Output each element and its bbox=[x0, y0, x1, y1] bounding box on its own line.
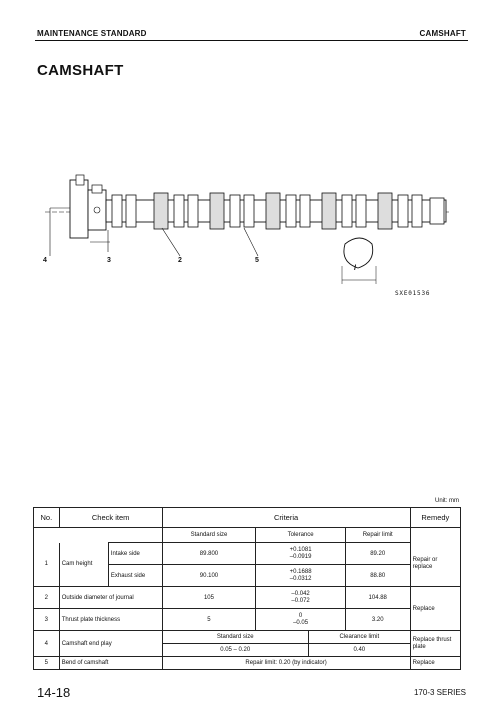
subheader-tolerance: Tolerance bbox=[256, 528, 345, 543]
subheader-standard-size: Standard size bbox=[162, 528, 256, 543]
callout-l: l bbox=[354, 265, 356, 272]
page-number: 14-18 bbox=[37, 685, 71, 700]
callout-2: 2 bbox=[178, 257, 182, 264]
series-label: 170-3 SERIES bbox=[413, 688, 466, 697]
figure-code: SXE01536 bbox=[395, 290, 431, 297]
page-title: CAMSHAFT bbox=[37, 62, 124, 79]
camshaft-drawing bbox=[30, 170, 480, 310]
table-row: 4 Camshaft end play Standard size Clearance limit Replace thrust plate bbox=[34, 631, 461, 644]
chapter-header: CAMSHAFT bbox=[419, 29, 466, 38]
col-check-item: Check item bbox=[59, 508, 162, 528]
remedy-repair-or-replace: Repair or replace bbox=[410, 543, 460, 587]
table-row: 3 Thrust plate thickness 5 0 –0.05 3.20 bbox=[34, 609, 461, 631]
criteria-subheader-row bbox=[34, 528, 461, 543]
callout-3: 3 bbox=[107, 257, 111, 264]
unit-label: Unit: mm bbox=[435, 498, 459, 504]
subheader-repair-limit: Repair limit bbox=[345, 528, 410, 543]
table-row: 1 Cam height Intake side 89.800 +0.1081 –0.0919 89.20 Repair or replace bbox=[34, 543, 461, 565]
section-header: MAINTENANCE STANDARD bbox=[37, 29, 147, 38]
table-row: 0.05 – 0.20 0.40 bbox=[34, 644, 461, 657]
remedy-replace: Replace bbox=[410, 587, 460, 631]
table-row: 2 Outside diameter of journal 105 –0.042 –0.072 104.88 Replace bbox=[34, 587, 461, 609]
callout-5: 5 bbox=[255, 257, 259, 264]
header-rule bbox=[35, 40, 468, 41]
callout-4: 4 bbox=[43, 257, 47, 264]
col-no: No. bbox=[34, 508, 60, 528]
table-header-row bbox=[34, 508, 461, 528]
table-row: Exhaust side 90.100 +0.1688 –0.0312 88.80 bbox=[34, 565, 461, 587]
maintenance-standard-table bbox=[33, 507, 461, 670]
table-row: 5 Bend of camshaft Repair limit: 0.20 (by indicator) Replace bbox=[34, 657, 461, 670]
col-criteria: Criteria bbox=[162, 508, 410, 528]
col-remedy: Remedy bbox=[410, 508, 460, 528]
